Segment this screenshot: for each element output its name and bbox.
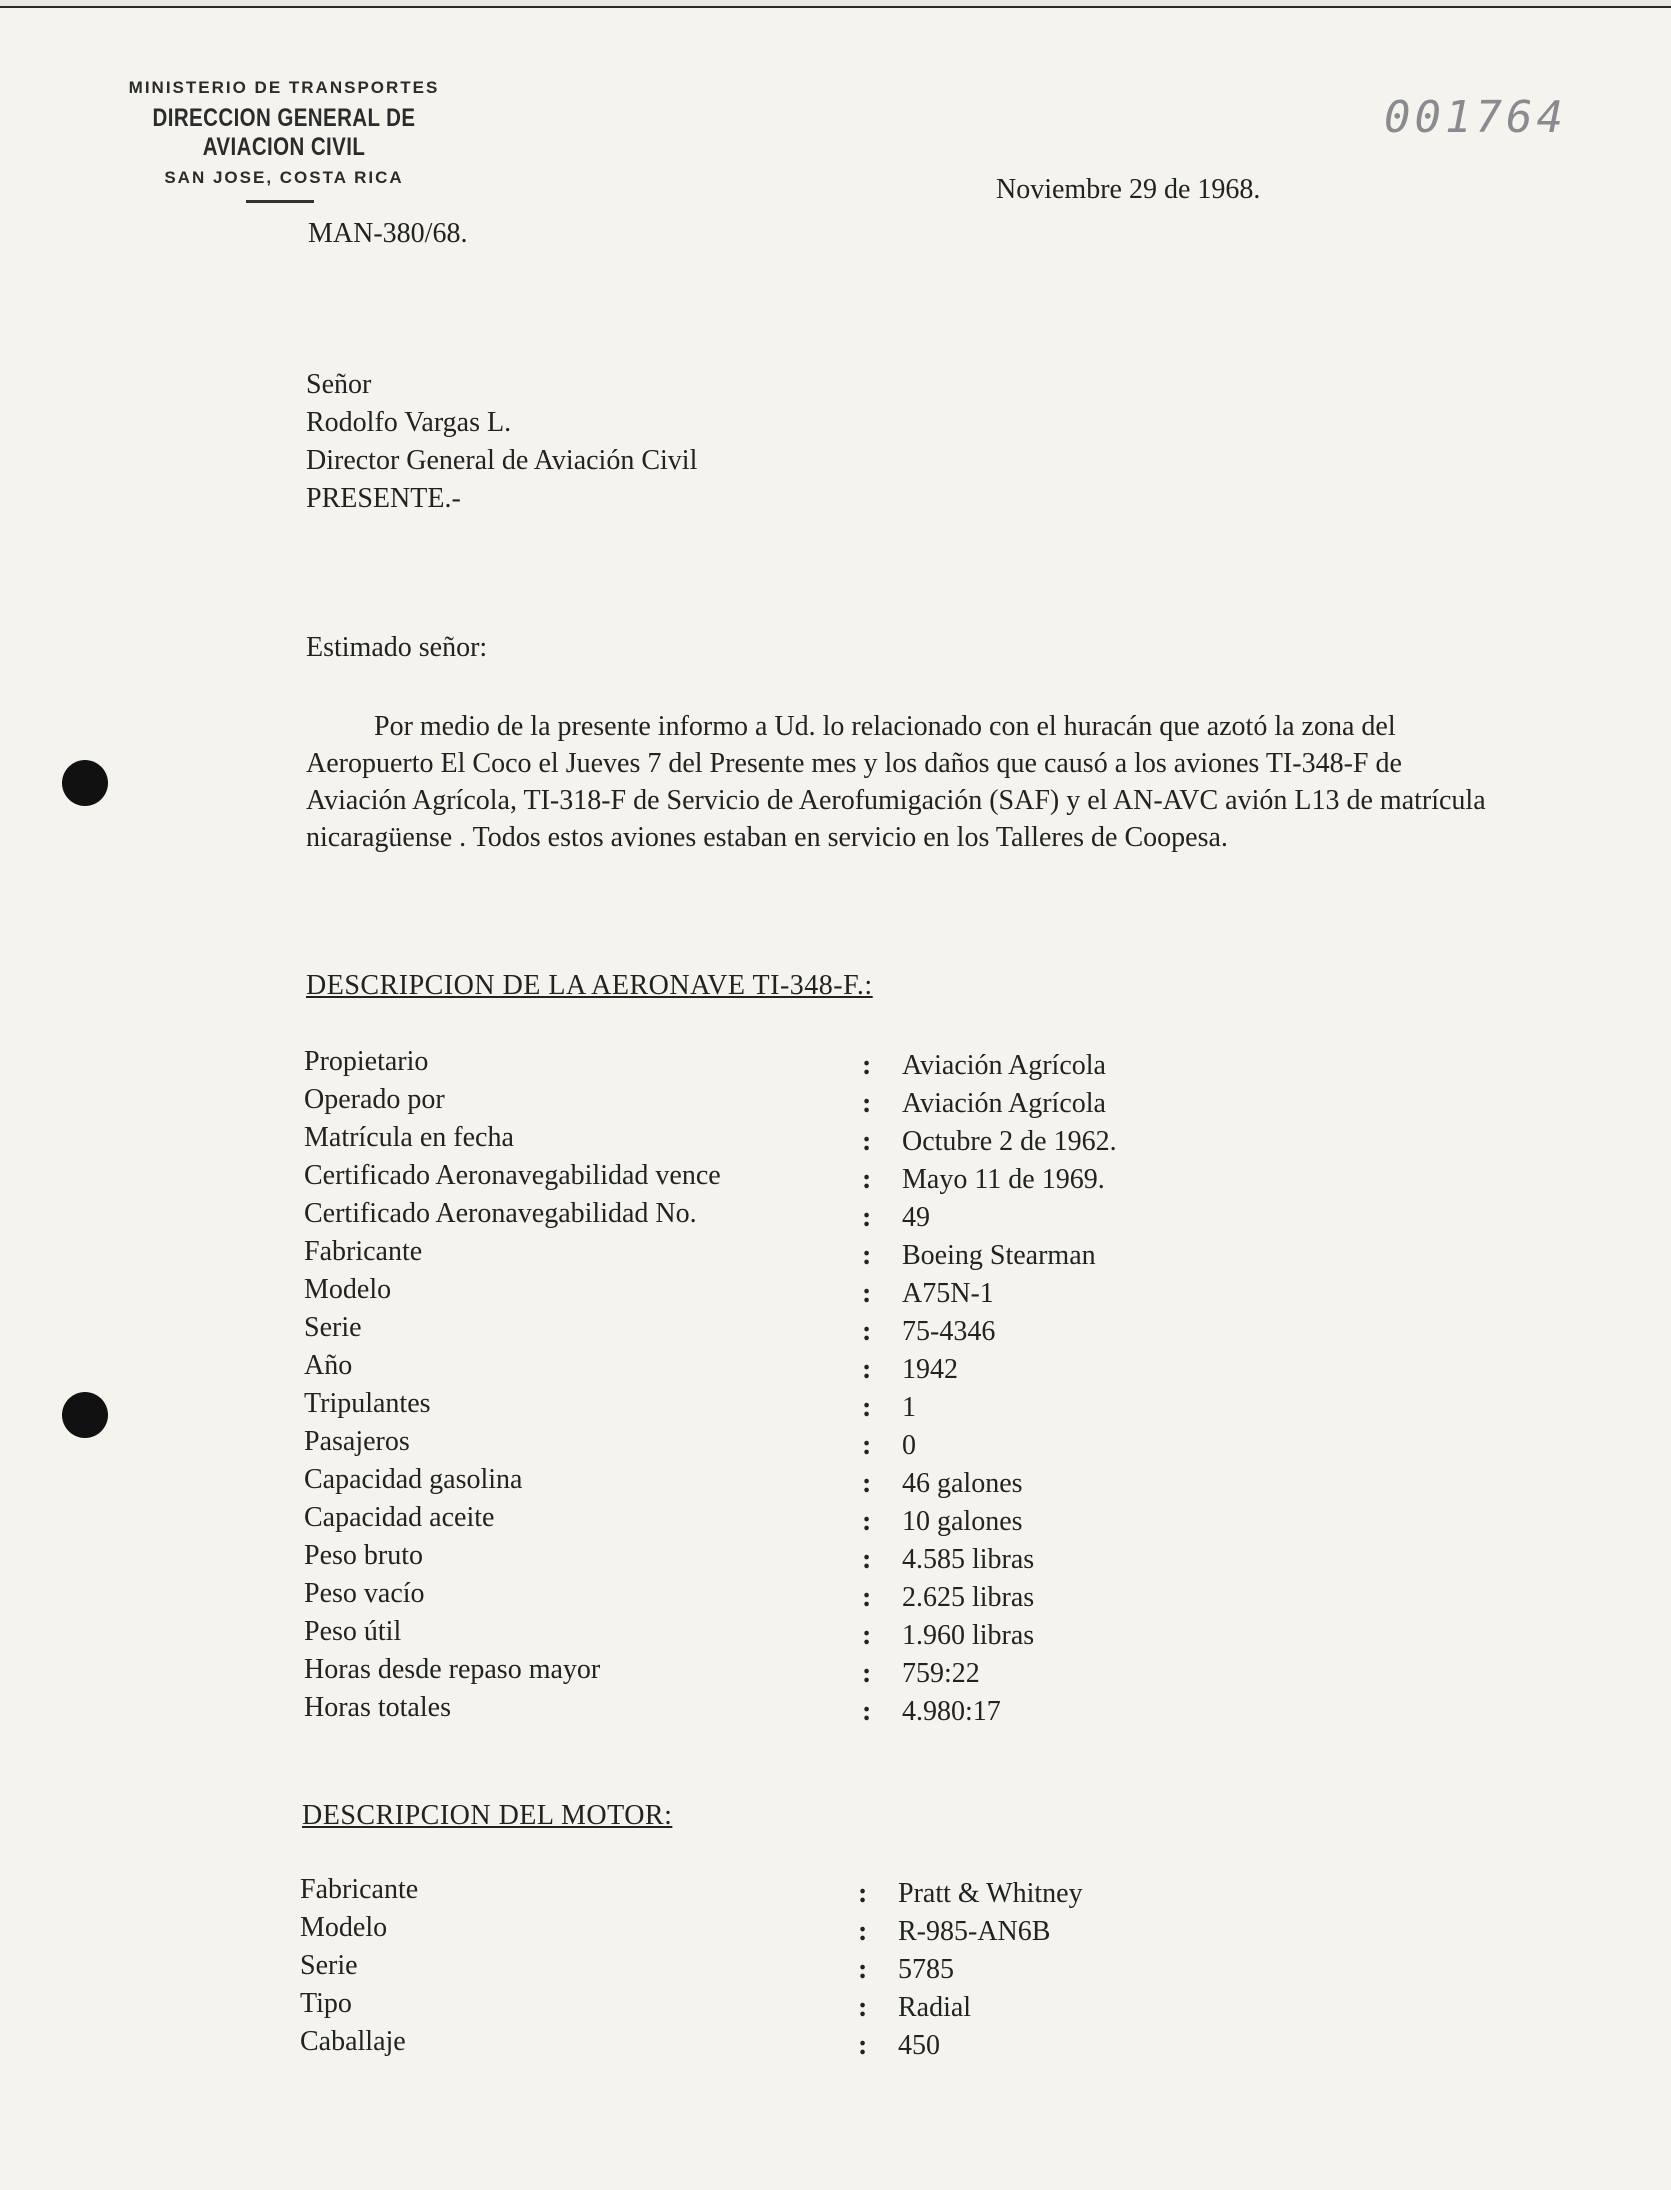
letter-page <box>0 6 1671 2190</box>
detail-label: Tripulantes <box>304 1388 431 1419</box>
detail-value: 75-4346 <box>902 1316 996 1347</box>
detail-value: Boeing Stearman <box>902 1240 1096 1271</box>
detail-value: 450 <box>898 2030 940 2061</box>
detail-value: 4.585 libras <box>902 1544 1035 1575</box>
detail-label: Pasajeros <box>304 1426 410 1457</box>
letterhead-location: SAN JOSE, COSTA RICA <box>164 168 404 187</box>
detail-value: 4.980:17 <box>902 1696 1001 1727</box>
addressee-presente: PRESENTE.- <box>306 483 461 514</box>
detail-separator: : <box>862 1468 872 1499</box>
letter-date: Noviembre 29 de 1968. <box>996 174 1261 205</box>
detail-value: 10 galones <box>902 1506 1023 1537</box>
detail-value: Aviación Agrícola <box>902 1088 1106 1119</box>
addressee-title: Señor <box>306 369 372 400</box>
detail-value: 1942 <box>902 1354 958 1385</box>
detail-separator: : <box>862 1164 872 1195</box>
detail-separator: : <box>862 1240 872 1271</box>
letterhead-ministry: MINISTERIO DE TRANSPORTES <box>128 78 440 97</box>
detail-label: Modelo <box>300 1912 388 1943</box>
engine-section-heading: DESCRIPCION DEL MOTOR: <box>302 1800 673 1831</box>
detail-value: A75N-1 <box>902 1278 994 1309</box>
detail-label: Operado por <box>304 1084 445 1115</box>
detail-separator: : <box>862 1354 872 1385</box>
detail-value: Octubre 2 de 1962. <box>902 1126 1117 1157</box>
detail-label: Caballaje <box>300 2026 406 2057</box>
detail-label: Serie <box>300 1950 358 1981</box>
detail-value: Aviación Agrícola <box>902 1050 1106 1081</box>
addressee-name: Rodolfo Vargas L. <box>306 407 512 438</box>
detail-separator: : <box>862 1430 872 1461</box>
detail-separator: : <box>862 1506 872 1537</box>
detail-label: Horas desde repaso mayor <box>304 1654 601 1685</box>
salutation: Estimado señor: <box>306 632 488 663</box>
detail-separator: : <box>862 1620 872 1651</box>
body-paragraph: Por medio de la presente informo a Ud. lo relacionado con el huracán que azotó la zona del Aeropuerto El Coco el Jueves 7 del Presente mes y los daños que causó a los aviones TI-348-F de Aviación Agrícola, TI-318-F de Servicio de Aerofumigación (SAF) y el AN-AVC avión L13 de matrícula nicaragüense . Todos estos aviones estaban en servicio en los Talleres de Coopesa. <box>306 711 1486 853</box>
reference-number: MAN-380/68. <box>308 218 468 249</box>
detail-separator: : <box>862 1658 872 1689</box>
addressee-position: Director General de Aviación Civil <box>306 445 698 476</box>
detail-label: Fabricante <box>304 1236 423 1267</box>
letterhead <box>84 78 484 188</box>
detail-value: 46 galones <box>902 1468 1023 1499</box>
detail-label: Serie <box>304 1312 362 1343</box>
detail-label: Capacidad aceite <box>304 1502 495 1533</box>
detail-label: Peso bruto <box>304 1540 423 1571</box>
detail-label: Peso útil <box>304 1616 402 1647</box>
detail-value: 5785 <box>898 1954 954 1985</box>
detail-label: Tipo <box>300 1988 352 2019</box>
detail-value: 0 <box>902 1430 916 1461</box>
detail-label: Certificado Aeronavegabilidad No. <box>304 1198 697 1229</box>
detail-separator: : <box>862 1088 872 1119</box>
punch-hole <box>62 1392 108 1438</box>
detail-label: Capacidad gasolina <box>304 1464 523 1495</box>
punch-hole <box>62 760 108 806</box>
detail-value: R-985-AN6B <box>898 1916 1051 1947</box>
detail-separator: : <box>858 1992 868 2023</box>
detail-separator: : <box>862 1544 872 1575</box>
detail-separator: : <box>862 1316 872 1347</box>
detail-separator: : <box>862 1126 872 1157</box>
detail-separator: : <box>862 1392 872 1423</box>
detail-separator: : <box>858 1878 868 1909</box>
detail-value: Pratt & Whitney <box>898 1878 1083 1909</box>
detail-label: Año <box>304 1350 353 1381</box>
detail-value: 759:22 <box>902 1658 980 1689</box>
detail-separator: : <box>862 1278 872 1309</box>
addressee-block <box>306 366 697 518</box>
detail-label: Modelo <box>304 1274 392 1305</box>
detail-label: Propietario <box>304 1046 429 1077</box>
detail-label: Certificado Aeronavegabilidad vence <box>304 1160 721 1191</box>
detail-separator: : <box>858 2030 868 2061</box>
detail-separator: : <box>862 1202 872 1233</box>
letterhead-directorate: DIRECCION GENERAL DE AVIACION CIVIL <box>152 104 416 161</box>
detail-label: Matrícula en fecha <box>304 1122 514 1153</box>
detail-separator: : <box>862 1050 872 1081</box>
letterhead-rule <box>246 200 314 203</box>
detail-value: 2.625 libras <box>902 1582 1035 1613</box>
detail-separator: : <box>858 1954 868 1985</box>
detail-label: Horas totales <box>304 1692 451 1723</box>
detail-value: 1.960 libras <box>902 1620 1035 1651</box>
detail-value: Mayo 11 de 1969. <box>902 1164 1105 1195</box>
aircraft-section-heading: DESCRIPCION DE LA AERONAVE TI-348-F.: <box>306 970 873 1001</box>
detail-separator: : <box>862 1582 872 1613</box>
detail-label: Peso vacío <box>304 1578 425 1609</box>
detail-value: Radial <box>898 1992 972 2023</box>
detail-separator: : <box>862 1696 872 1727</box>
detail-separator: : <box>858 1916 868 1947</box>
detail-value: 49 <box>902 1202 930 1233</box>
detail-value: 1 <box>902 1392 916 1423</box>
document-number-stamp: 001764 <box>1384 92 1567 143</box>
detail-label: Fabricante <box>300 1874 419 1905</box>
